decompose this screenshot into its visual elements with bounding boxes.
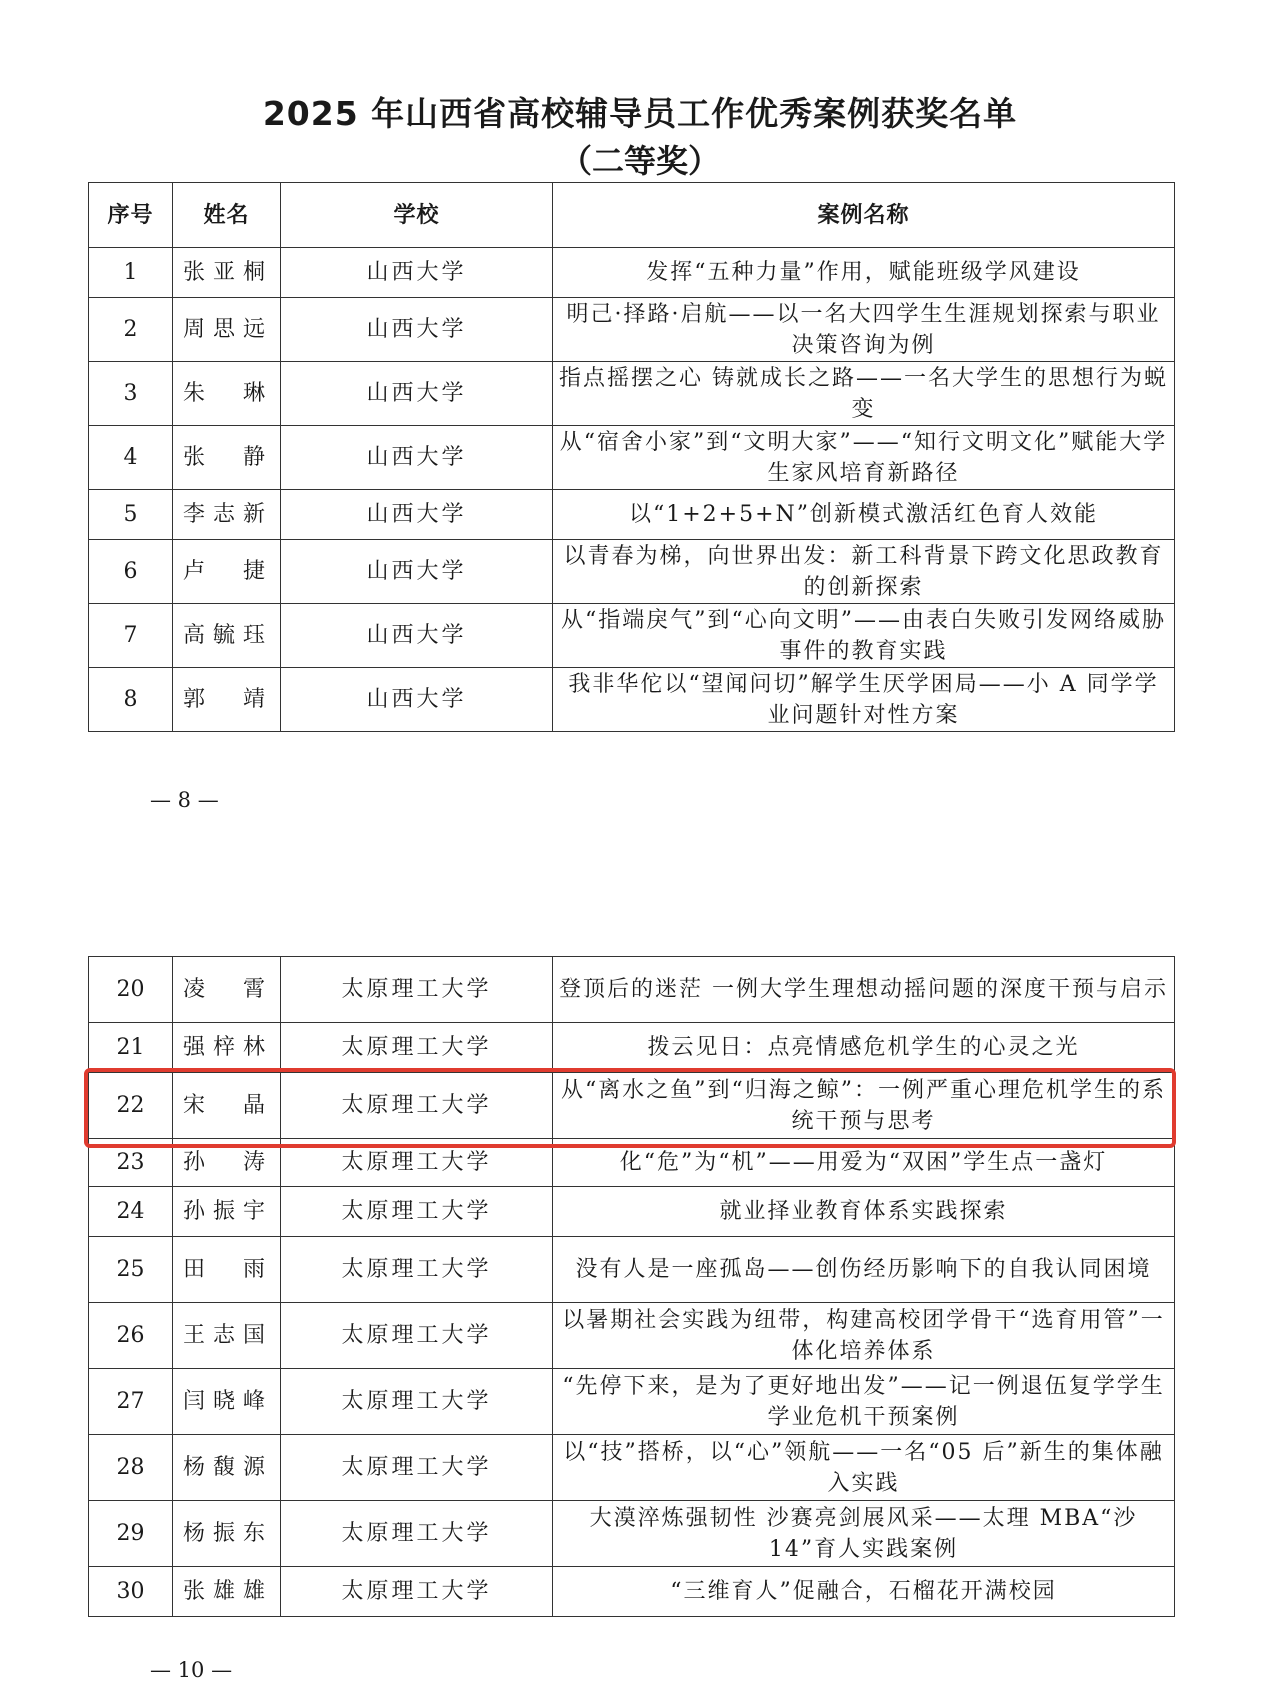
row-school: 太原理工大学 <box>281 1073 553 1139</box>
row-case-title: 从“指端戾气”到“心向文明”——由表白失败引发网络威胁事件的教育实践 <box>553 604 1175 668</box>
row-school: 太原理工大学 <box>281 1303 553 1369</box>
table-row-highlighted <box>89 1073 1175 1139</box>
row-school: 山西大学 <box>281 668 553 732</box>
row-school: 山西大学 <box>281 604 553 668</box>
row-number: 25 <box>89 1237 173 1303</box>
table-row <box>89 1501 1175 1567</box>
row-case-title: 没有人是一座孤岛——创伤经历影响下的自我认同困境 <box>553 1237 1175 1303</box>
row-school: 山西大学 <box>281 490 553 540</box>
row-name: 王志国 <box>173 1303 281 1369</box>
column-header-case: 案例名称 <box>553 183 1175 248</box>
row-number: 4 <box>89 426 173 490</box>
column-header-number: 序号 <box>89 183 173 248</box>
table-row <box>89 1303 1175 1369</box>
row-number: 21 <box>89 1023 173 1073</box>
row-case-title: 从“宿舍小家”到“文明大家”——“知行文明文化”赋能大学生家风培育新路径 <box>553 426 1175 490</box>
row-case-title: 以“技”搭桥，以“心”领航——一名“05 后”新生的集体融入实践 <box>553 1435 1175 1501</box>
row-case-title: 我非华佗以“望闻问切”解学生厌学困局——小 A 同学学业问题针对性方案 <box>553 668 1175 732</box>
table-header-row <box>89 183 1175 248</box>
row-name: 卢捷 <box>173 540 281 604</box>
row-case-title: 就业择业教育体系实践探索 <box>553 1187 1175 1237</box>
row-number: 1 <box>89 248 173 298</box>
row-number: 8 <box>89 668 173 732</box>
row-number: 22 <box>89 1073 173 1139</box>
table-row <box>89 604 1175 668</box>
row-number: 29 <box>89 1501 173 1567</box>
row-case-title: 化“危”为“机”——用爱为“双困”学生点一盏灯 <box>553 1139 1175 1187</box>
row-school: 山西大学 <box>281 540 553 604</box>
table-row <box>89 1567 1175 1617</box>
column-header-name: 姓名 <box>173 183 281 248</box>
row-name: 张静 <box>173 426 281 490</box>
row-school: 山西大学 <box>281 362 553 426</box>
row-case-title: 大漠淬炼强韧性 沙赛亮剑展风采——太理 MBA“沙 14”育人实践案例 <box>553 1501 1175 1567</box>
document-subtitle: （二等奖） <box>559 142 720 180</box>
row-number: 27 <box>89 1369 173 1435</box>
row-school: 山西大学 <box>281 426 553 490</box>
row-case-title: 指点摇摆之心 铸就成长之路——一名大学生的思想行为蜕变 <box>553 362 1175 426</box>
row-name: 宋晶 <box>173 1073 281 1139</box>
row-number: 7 <box>89 604 173 668</box>
row-name: 李志新 <box>173 490 281 540</box>
row-school: 太原理工大学 <box>281 957 553 1023</box>
row-case-title: 从“离水之鱼”到“归海之鲸”：一例严重心理危机学生的系统干预与思考 <box>553 1073 1175 1139</box>
row-case-title: 登顶后的迷茫 一例大学生理想动摇问题的深度干预与启示 <box>553 957 1175 1023</box>
table-row <box>89 362 1175 426</box>
document-title: 2025 年山西省高校辅导员工作优秀案例获奖名单 <box>262 94 1018 133</box>
row-name: 朱琳 <box>173 362 281 426</box>
table-row <box>89 298 1175 362</box>
row-number: 6 <box>89 540 173 604</box>
row-number: 5 <box>89 490 173 540</box>
row-name: 凌霄 <box>173 957 281 1023</box>
row-name: 田雨 <box>173 1237 281 1303</box>
table-row <box>89 668 1175 732</box>
row-school: 太原理工大学 <box>281 1139 553 1187</box>
row-school: 山西大学 <box>281 248 553 298</box>
row-name: 孙涛 <box>173 1139 281 1187</box>
row-name: 杨馥源 <box>173 1435 281 1501</box>
table-row <box>89 1139 1175 1187</box>
table-row <box>89 540 1175 604</box>
row-case-title: “三维育人”促融合，石榴花开满校园 <box>553 1567 1175 1617</box>
table-row <box>89 426 1175 490</box>
row-case-title: 发挥“五种力量”作用，赋能班级学风建设 <box>553 248 1175 298</box>
row-number: 23 <box>89 1139 173 1187</box>
row-school: 太原理工大学 <box>281 1369 553 1435</box>
table-row <box>89 248 1175 298</box>
row-number: 30 <box>89 1567 173 1617</box>
row-case-title: 明己·择路·启航——以一名大四学生生涯规划探索与职业决策咨询为例 <box>553 298 1175 362</box>
page-number: — 8 — <box>150 788 219 812</box>
table-row <box>89 957 1175 1023</box>
table-row <box>89 1435 1175 1501</box>
award-table-page-8 <box>88 182 1175 732</box>
row-number: 3 <box>89 362 173 426</box>
row-name: 杨振东 <box>173 1501 281 1567</box>
table-row <box>89 1369 1175 1435</box>
row-case-title: “先停下来，是为了更好地出发”——记一例退伍复学学生学业危机干预案例 <box>553 1369 1175 1435</box>
table-row <box>89 1187 1175 1237</box>
row-number: 20 <box>89 957 173 1023</box>
row-school: 太原理工大学 <box>281 1567 553 1617</box>
row-school: 山西大学 <box>281 298 553 362</box>
row-case-title: 以“1+2+5+N”创新模式激活红色育人效能 <box>553 490 1175 540</box>
row-case-title: 以暑期社会实践为纽带，构建高校团学骨干“选育用管”一体化培养体系 <box>553 1303 1175 1369</box>
row-name: 闫晓峰 <box>173 1369 281 1435</box>
row-school: 太原理工大学 <box>281 1023 553 1073</box>
table-row <box>89 1023 1175 1073</box>
row-number: 2 <box>89 298 173 362</box>
row-name: 强梓林 <box>173 1023 281 1073</box>
row-school: 太原理工大学 <box>281 1237 553 1303</box>
row-school: 太原理工大学 <box>281 1187 553 1237</box>
row-name: 张亚桐 <box>173 248 281 298</box>
page-number: — 10 — <box>150 1658 233 1682</box>
row-name: 孙振宇 <box>173 1187 281 1237</box>
table-row <box>89 1237 1175 1303</box>
row-number: 28 <box>89 1435 173 1501</box>
row-school: 太原理工大学 <box>281 1501 553 1567</box>
award-table-page-10 <box>88 956 1175 1617</box>
row-number: 24 <box>89 1187 173 1237</box>
row-case-title: 以青春为梯，向世界出发：新工科背景下跨文化思政教育的创新探索 <box>553 540 1175 604</box>
row-case-title: 拨云见日：点亮情感危机学生的心灵之光 <box>553 1023 1175 1073</box>
table-row <box>89 490 1175 540</box>
row-name: 张雄雄 <box>173 1567 281 1617</box>
row-name: 周思远 <box>173 298 281 362</box>
row-name: 郭靖 <box>173 668 281 732</box>
column-header-school: 学校 <box>281 183 553 248</box>
row-name: 高毓珏 <box>173 604 281 668</box>
row-number: 26 <box>89 1303 173 1369</box>
row-school: 太原理工大学 <box>281 1435 553 1501</box>
